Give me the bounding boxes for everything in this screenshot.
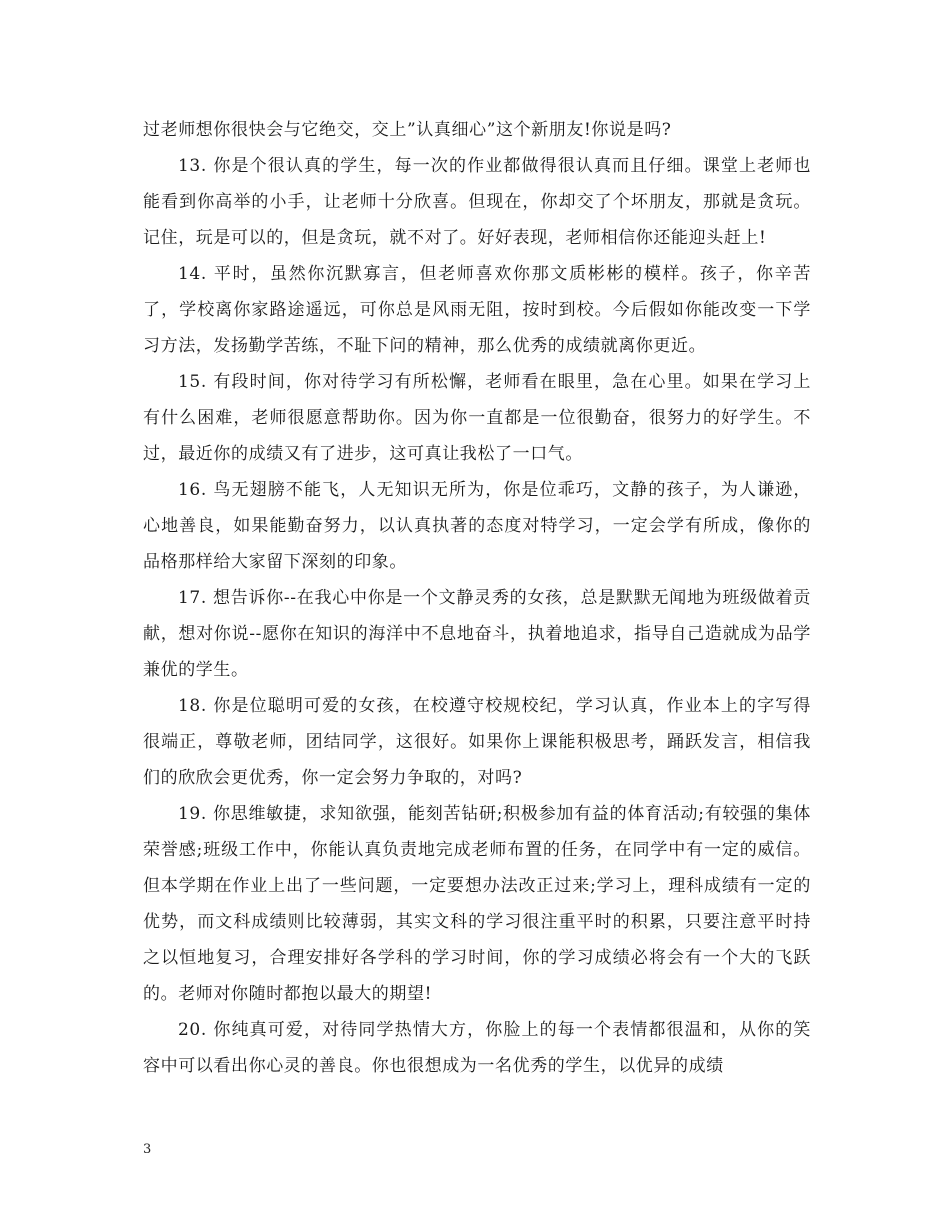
paragraph-20: 20. 你纯真可爱，对待同学热情大方，你脸上的每一个表情都很温和，从你的笑容中可以看出你心灵的善良。你也很想成为一名优秀的学生，以优异的成绩 — [143, 1020, 811, 1076]
paragraph-17: 17. 想告诉你--在我心中你是一个文静灵秀的女孩，总是默默无闻地为班级做着贡献，想对你说--愿你在知识的海洋中不息地奋斗，执着地追求，指导自己造就成为品学兼优的学生。 — [143, 588, 811, 680]
paragraph-18: 18. 你是位聪明可爱的女孩，在校遵守校规校纪，学习认真，作业本上的字写得很端正，尊敬老师，团结同学，这很好。如果你上课能积极思考，踊跃发言，相信我们的欣欣会更优秀，你一定会努力争取的，对吗? — [143, 696, 811, 788]
paragraph-14: 14. 平时，虽然你沉默寡言，但老师喜欢你那文质彬彬的模样。孩子，你辛苦了，学校离你家路途遥远，可你总是风雨无阻，按时到校。今后假如你能改变一下学习方法，发扬勤学苦练，不耻下问的精神，那么优秀的成绩就离你更近。 — [143, 264, 811, 356]
paragraph-19: 19. 你思维敏捷，求知欲强，能刻苦钻研;积极参加有益的体育活动;有较强的集体荣誉感;班级工作中，你能认真负责地完成老师布置的任务，在同学中有一定的威信。但本学期在作业上出了一些问题，一定要想办法改正过来;学习上，理科成绩有一定的优势，而文科成绩则比较薄弱，其实文科的学习很注重平时的积累，只要注意平时持之以恒地复习，合理安排好各学科的学习时间，你的学习成绩必将会有一个大的飞跃的。老师对你随时都抱以最大的期望! — [143, 804, 811, 1004]
paragraph-13: 13. 你是个很认真的学生，每一次的作业都做得很认真而且仔细。课堂上老师也能看到你高举的小手，让老师十分欣喜。但现在，你却交了个坏朋友，那就是贪玩。记住，玩是可以的，但是贪玩，就不对了。好好表现，老师相信你还能迎头赶上! — [143, 156, 811, 248]
page-body — [143, 112, 811, 1084]
page-number: 3 — [143, 1142, 152, 1157]
paragraph-continuation: 过老师想你很快会与它绝交，交上”认真细心”这个新朋友!你说是吗? — [143, 120, 672, 140]
paragraph-16: 16. 鸟无翅膀不能飞，人无知识无所为，你是位乖巧，文静的孩子，为人谦逊，心地善良，如果能勤奋努力，以认真执著的态度对特学习，一定会学有所成，像你的品格那样给大家留下深刻的印象。 — [143, 480, 811, 572]
paragraph-15: 15. 有段时间，你对待学习有所松懈，老师看在眼里，急在心里。如果在学习上有什么困难，老师很愿意帮助你。因为你一直都是一位很勤奋，很努力的好学生。不过，最近你的成绩又有了进步，这可真让我松了一口气。 — [143, 372, 811, 464]
